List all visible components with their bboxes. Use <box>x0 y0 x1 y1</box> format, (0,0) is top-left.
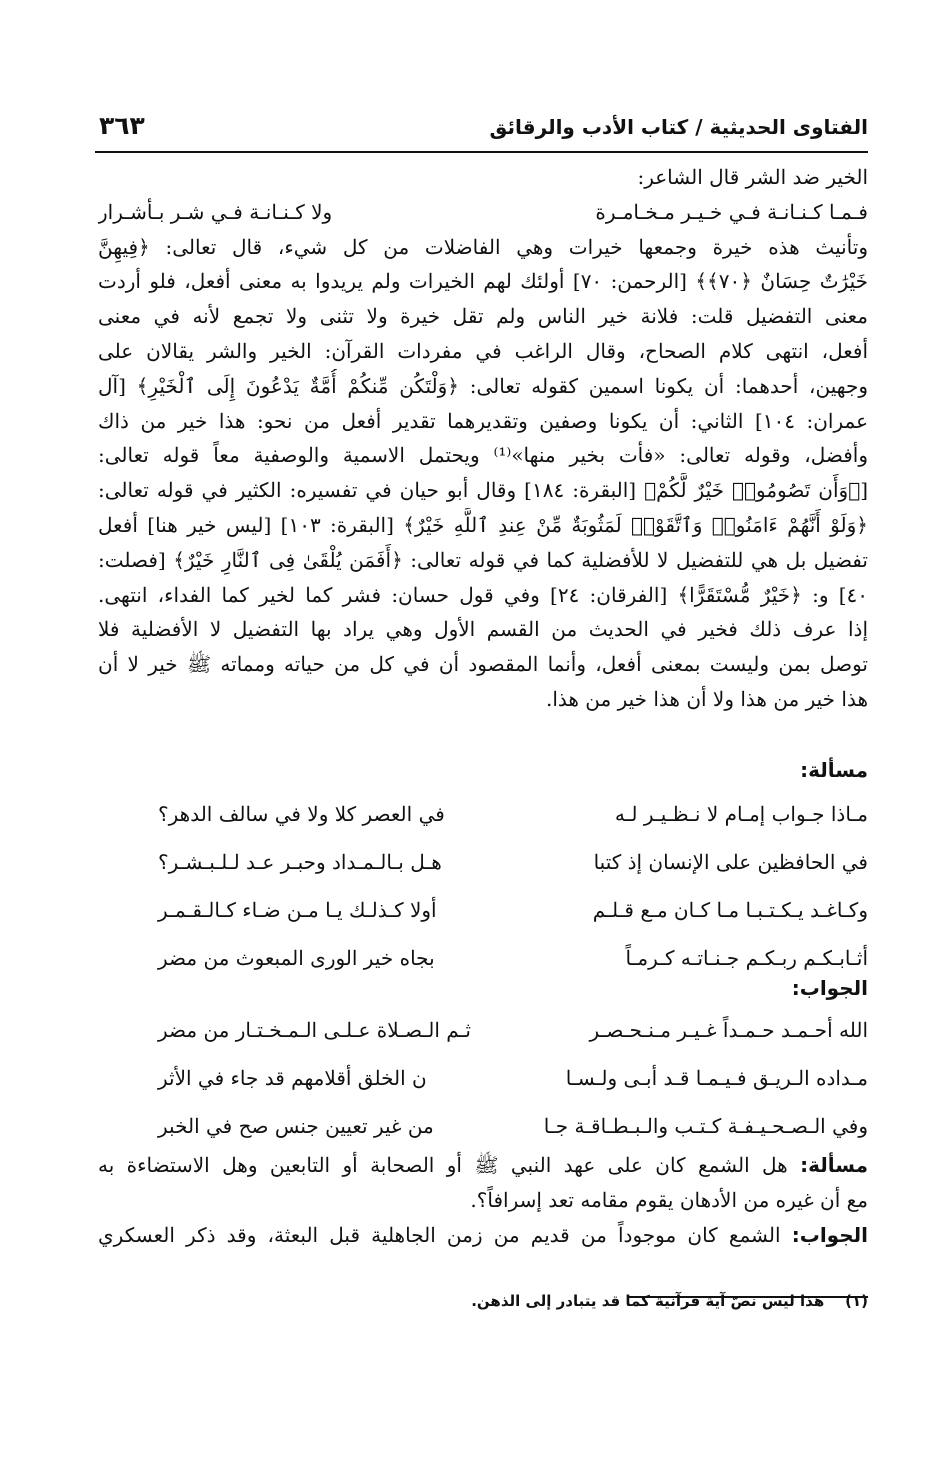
verse-hemistich: مـاذا جـواب إمـام لا نـظـيـر لـه <box>614 802 868 826</box>
answer-poem <box>158 1006 868 1150</box>
running-title: الفتاوى الحديثية / كتاب الأدب والرقائق <box>489 115 868 139</box>
text-line: تفضيل بل هي للتفضيل لا للأفضلية كما في قوله تعالى: ﴿أَفَمَن يُلْقَىٰ فِى ٱلنَّارِ خَيْرٌ﴾ [فصلت: <box>98 547 868 572</box>
intro-line: الخير ضد الشر قال الشاعر: <box>637 165 868 189</box>
poem-couplet <box>158 790 868 838</box>
verse-hemistich: ولا كـنـانـة فـي شـر بـأشـرار <box>98 199 333 224</box>
verse-hemistich: الله أحـمـد حـمـداً غـيـر مـنـحـصـر <box>589 1018 868 1042</box>
closing-text <box>98 1148 868 1252</box>
verse-hemistich: في العصر كلا ولا في سالف الدهر؟ <box>158 802 445 826</box>
poem-couplet <box>158 1006 868 1054</box>
text-line: أفعل، انتهى كلام الصحاح، وقال الراغب في مفردات القرآن: الخير والشر يقالان على <box>98 338 868 363</box>
verse-hemistich: وكـاغـد يـكـتـبـا مـا كـان مـع قـلـم <box>592 898 868 922</box>
text-line: عمران: ١٠٤] الثاني: أن يكونا وصفين وتقديرهما تقدير أفعل من نحو: هذا خير من ذاك <box>98 408 868 433</box>
verse-hemistich: من غير تعيين جنس صح في الخبر <box>158 1114 434 1138</box>
verse-hemistich: أثـابـكـم ربـكـم جـنـاتـه كـرمـاً <box>625 946 868 970</box>
text-line: هذا خير من هذا ولا أن هذا خير من هذا. <box>545 686 868 711</box>
text-line <box>98 1148 868 1183</box>
question-label: مسألة: <box>800 758 868 782</box>
text-line: توصل بمن وليست بمعنى أفعل، وأنما المقصود أن في كل من حياته ومماته ﷺ خير لا أن <box>98 652 868 677</box>
verse-hemistich: ثـم الـصـلاة عـلـى الـمـخـتـار من مضر <box>158 1018 471 1042</box>
question-poem <box>158 790 868 982</box>
footnote <box>98 1292 868 1310</box>
verse-hemistich: في الحافظين على الإنسان إذ كتبا <box>593 850 868 874</box>
poem-couplet <box>158 886 868 934</box>
poem-couplet <box>158 934 868 982</box>
poem-couplet <box>158 1102 868 1150</box>
verse-hemistich: مـداده الـريـق فـيـمـا قـد أبـى ولـسـا <box>565 1066 868 1090</box>
text-line: ﴿وَلَوْ أَنَّهُمْ ءَامَنُوا۟ وَٱتَّقَوْا۟ لَمَثُوبَةٌ مِّنْ عِندِ ٱللَّهِ خَيْرٌ﴾ [البقرة: ١٠٣] [ليس خير هنا] أفعل <box>98 512 868 537</box>
verse-hemistich: فـمـا كـنـانـة فـي خـيـر مـخـامـرة <box>595 199 868 224</box>
verse-hemistich: أولا كـذلـك يـا مـن ضـاء كـالـقـمـر <box>158 898 437 922</box>
verse-hemistich: بجاه خير الورى المبعوث من مضر <box>158 946 435 970</box>
answer-label: الجواب: <box>791 1222 868 1247</box>
text-line: وجهين، أحدهما: أن يكونا اسمين كقوله تعالى: ﴿وَلْتَكُن مِّنكُمْ أُمَّةٌ يَدْعُونَ إِلَى ٱلْخَيْرِ﴾ [آل <box>98 373 868 398</box>
text-line: خَيْرَٰتٌ حِسَانٌ ﴿٧٠﴾﴾ [الرحمن: ٧٠] أولئك لهم الخيرات ولم يريدوا به معنى أفعل، فلو أردت <box>98 269 868 294</box>
text-line: وأفضل، وقوله تعالى: «فأت بخير منها»⁽¹⁾ ويحتمل الاسمية والوصفية معاً قوله تعالى: <box>98 443 868 468</box>
footnote-marker: (١) <box>845 1292 868 1310</box>
text-line: معنى التفضيل قلت: فلانة خير الناس ولم تقل خيرة ولا تثنى ولا تجمع لأنه في معنى <box>98 304 868 329</box>
page-header <box>95 105 868 153</box>
poem-couplet <box>158 838 868 886</box>
text-line: ٤٠] و: ﴿خَيْرٌ مُّسْتَقَرًّا﴾ [الفرقان: ٢٤] وفي قول حسان: فشر كما لخير كما الفداء، انتهى. <box>98 582 868 607</box>
question-label: مسألة: <box>800 1153 868 1177</box>
verse-hemistich: هـل بـالـمـداد وحبـر عـد لـلـبـشـر؟ <box>158 850 442 874</box>
answer-label: الجواب: <box>791 976 868 1000</box>
poem-couplet <box>158 1054 868 1102</box>
question-text: هل الشمع كان على عهد النبي ﷺ أو الصحابة أو التابعين وهل الاستضاءة به <box>98 1153 788 1177</box>
text-line: إذا عرف ذلك فخير في الحديث من القسم الأول وهي يراد بها التفضيل لا الأفضلية فلا <box>98 617 868 642</box>
footnote-text: هذا ليس نصّ آية قرآنية كما قد يتبادر إلى الذهن. <box>471 1292 825 1310</box>
text-line <box>98 1218 868 1253</box>
verse-hemistich: ن الخلق أقلامهم قد جاء في الأثر <box>158 1066 427 1090</box>
main-text <box>98 160 868 717</box>
page-number: ٣٦٣ <box>99 111 145 140</box>
verse-hemistich: وفي الـصـحـيـفـة كـتـب والـبـطـاقـة جـا <box>543 1114 868 1138</box>
text-line: [﴿وَأَن تَصُومُوا۟ خَيْرٌ لَّكُمْ﴾ [البقرة: ١٨٤] وقال أبو حيان في تفسيره: الكثير في قوله تعالى: <box>98 478 868 503</box>
text-line: وتأنيث هذه خيرة وجمعها خيرات وهي الفاضلات من كل شيء، قال تعالى: ﴿فِيهِنَّ <box>98 234 868 259</box>
answer-text: الشمع كان موجوداً من قديم من زمن الجاهلية قبل البعثة، وقد ذكر العسكري <box>98 1222 781 1247</box>
text-line: مع أن غيره من الأدهان يقوم مقامه تعد إسرافاً؟. <box>470 1187 868 1212</box>
verse-couplet <box>98 195 868 230</box>
